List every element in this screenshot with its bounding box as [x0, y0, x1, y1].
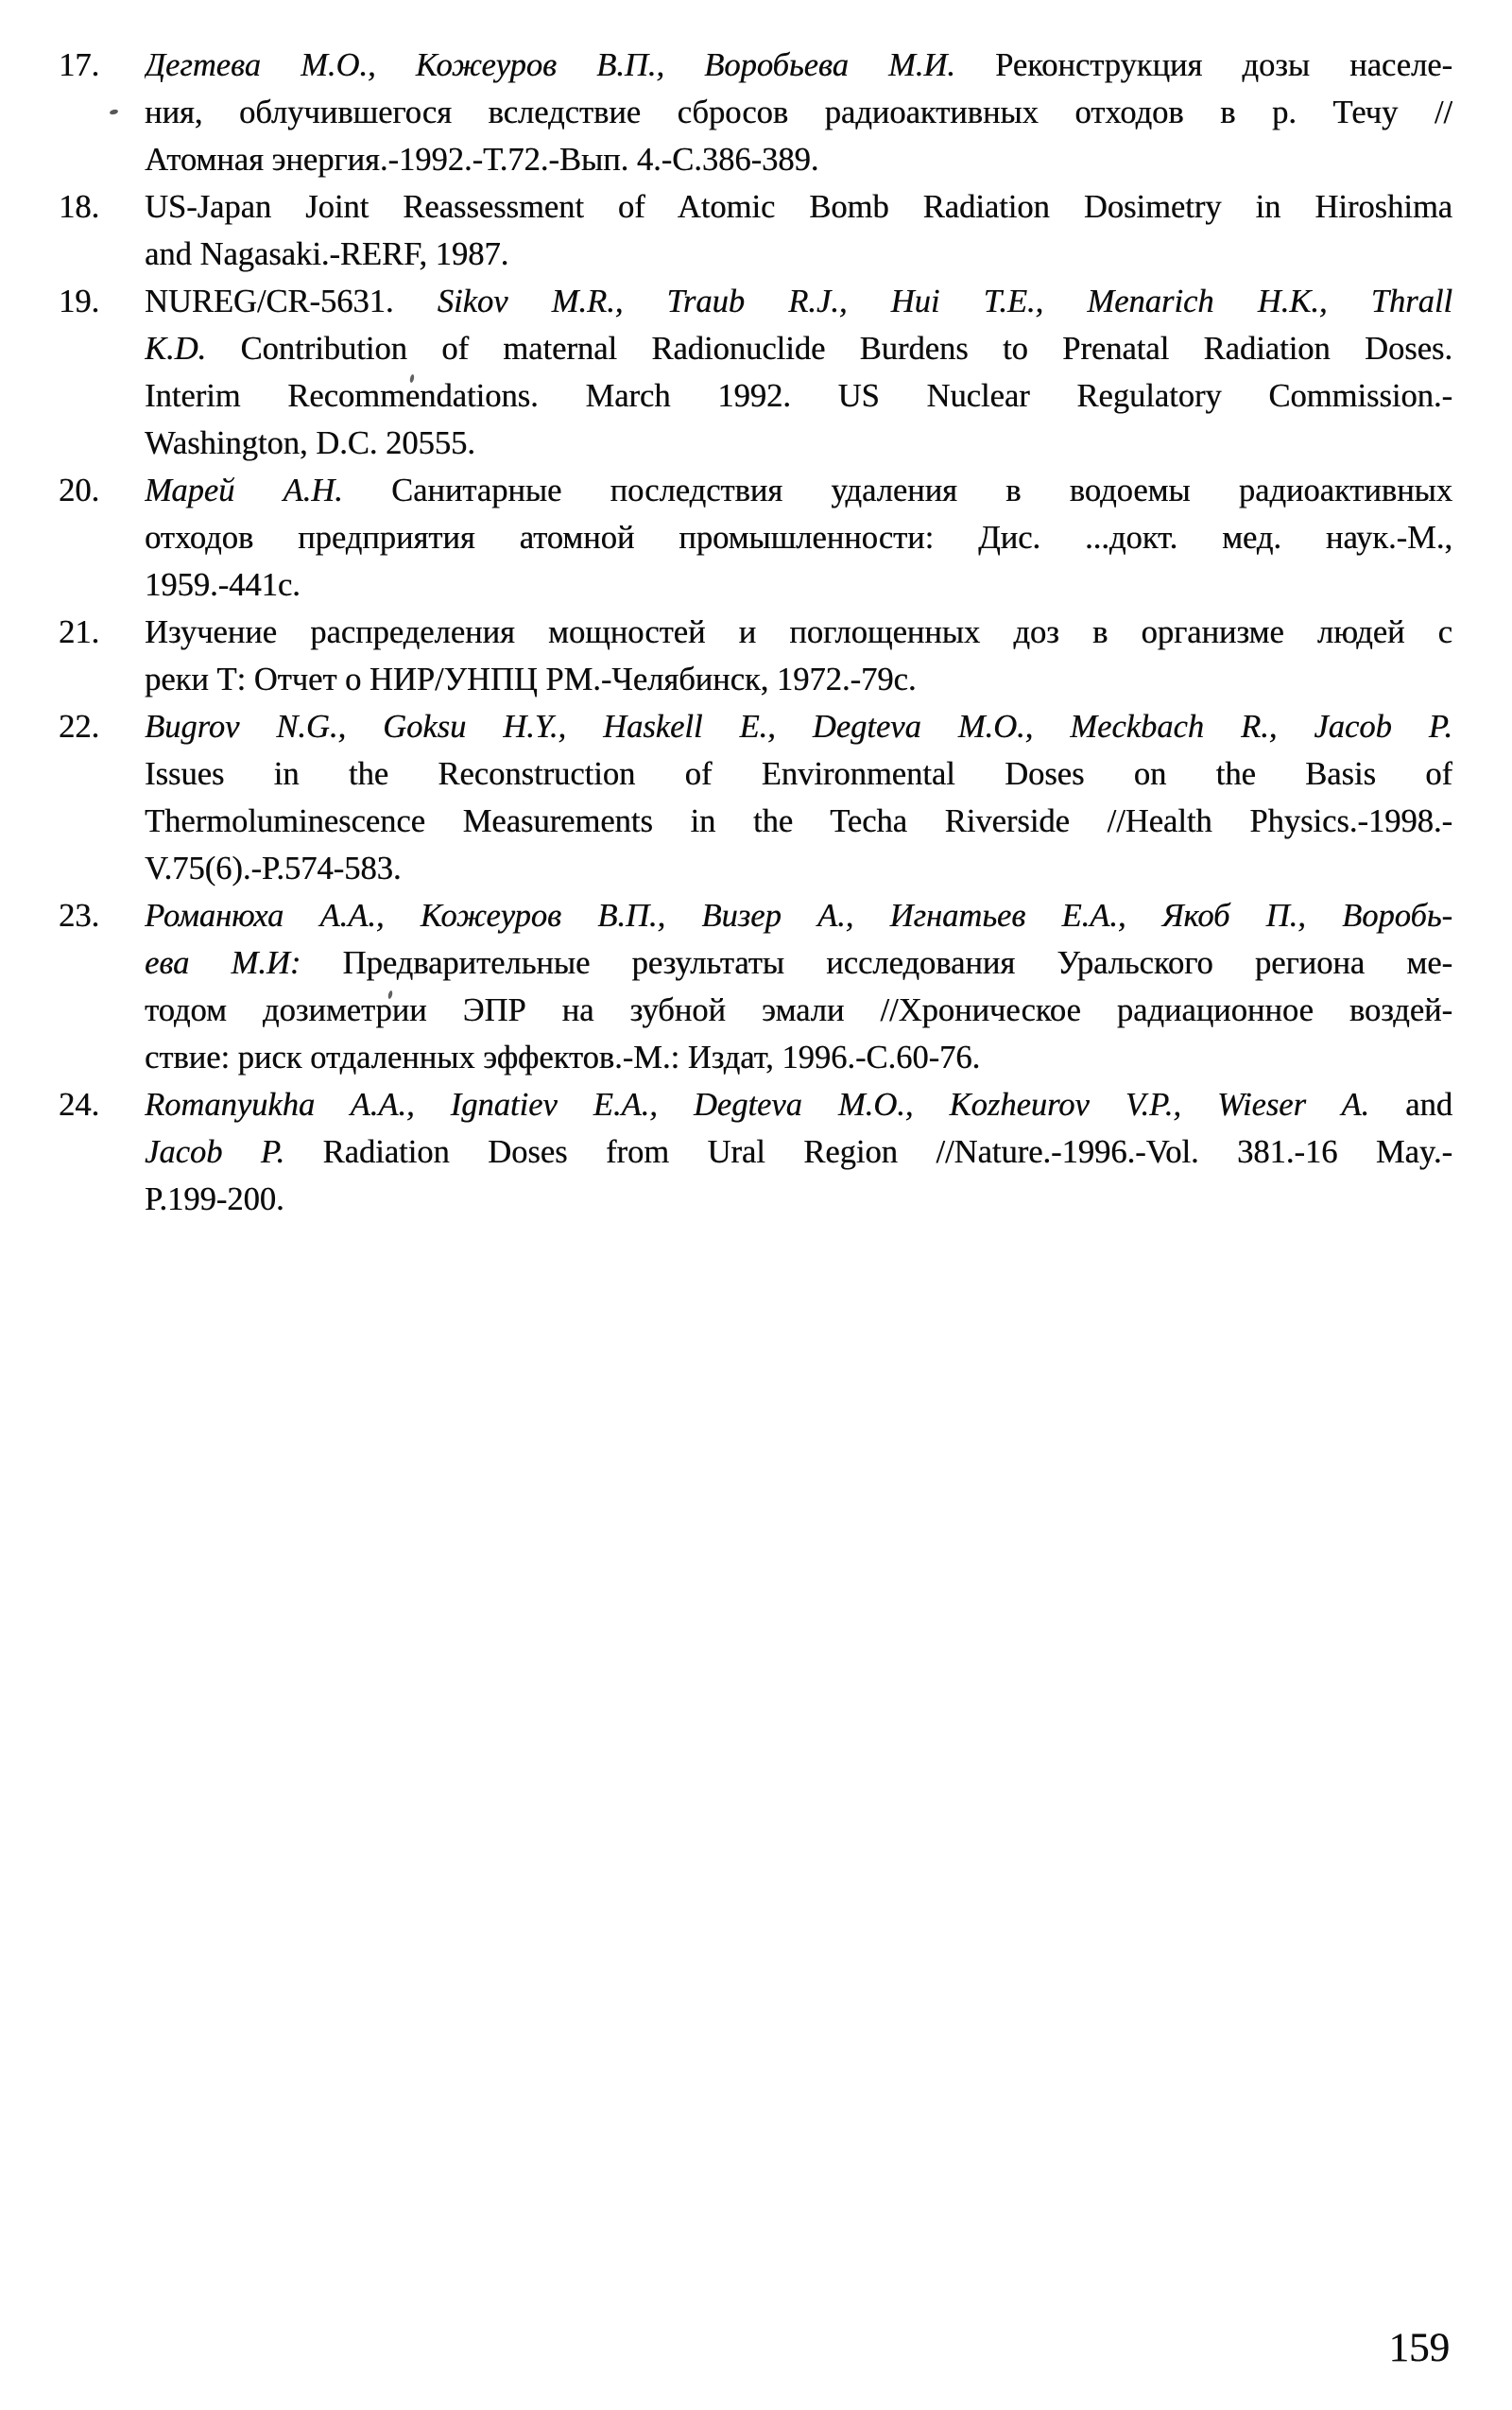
author-names: Sikov M.R., Traub R.J., Hui T.E., Menarich H.K., Thrall: [437, 284, 1452, 319]
item-body: [145, 278, 1452, 467]
reference-text: Санитарные последствия удаления в водоемы радиоактивных: [342, 473, 1452, 508]
author-names: Bugrov N.G., Goksu H.Y., Haskell E., Degteva M.O., Meckbach R., Jacob P.: [145, 709, 1452, 745]
reference-line: [145, 892, 1452, 939]
reference-text: V.75(6).-P.574-583.: [145, 851, 402, 887]
item-number: 21.: [59, 614, 100, 650]
reference-text: Thermoluminescence Measurements in the Techa Riverside //Health Physics.-1998.-: [145, 803, 1452, 839]
reference-line: [145, 278, 1452, 325]
item-number: 22.: [59, 709, 100, 745]
reference-line: [145, 1176, 1452, 1223]
reference-item: [59, 609, 1452, 703]
reference-line: [145, 798, 1452, 845]
item-number: 19.: [59, 284, 100, 319]
reference-text: ния, облучившегося вследствие сбросов радиоактивных отходов в р. Течу //: [145, 95, 1452, 130]
reference-line: [145, 89, 1452, 136]
reference-item: [59, 1081, 1452, 1223]
page-number: 159: [1388, 2326, 1450, 2370]
item-body: [145, 609, 1452, 703]
reference-text: Реконструкция дозы населе-: [954, 47, 1452, 83]
item-number: 18.: [59, 189, 100, 225]
author-names: Jacob P.: [145, 1134, 285, 1170]
reference-text: Radiation Doses from Ural Region //Nature.-1996.-Vol. 381.-16 May.-: [284, 1134, 1452, 1170]
item-body: [145, 467, 1452, 609]
item-body: [145, 42, 1452, 183]
author-names: K.D.: [145, 331, 207, 367]
item-body: [145, 703, 1452, 892]
reference-line: [145, 1081, 1452, 1128]
reference-text: реки Т: Отчет о НИР/УНПЦ РМ.-Челябинск, 1972.-79с.: [145, 662, 917, 697]
reference-line: [145, 136, 1452, 183]
reference-text: P.199-200.: [145, 1181, 284, 1217]
reference-line: [145, 1034, 1452, 1081]
reference-text: Предварительные результаты исследования Уральского региона ме-: [301, 945, 1452, 981]
reference-line: [145, 231, 1452, 278]
item-body: [145, 1081, 1452, 1223]
reference-item: [59, 467, 1452, 609]
reference-line: [145, 845, 1452, 892]
reference-line: [145, 514, 1452, 561]
reference-text: NUREG/CR-5631.: [145, 284, 438, 319]
author-names: Дегтева М.О., Кожеуров В.П., Воробьева М.И.: [145, 47, 955, 83]
reference-item: [59, 42, 1452, 183]
reference-line: [145, 656, 1452, 703]
item-number: 20.: [59, 473, 100, 508]
reference-line: [145, 467, 1452, 514]
author-names: Romanyukha A.A., Ignatiev E.A., Degteva M.O., Kozheurov V.P., Wieser A.: [145, 1087, 1370, 1123]
item-body: [145, 892, 1452, 1081]
item-body: [145, 183, 1452, 278]
item-number: 17.: [59, 47, 100, 83]
author-names: Марей А.Н.: [145, 473, 343, 508]
reference-line: [145, 609, 1452, 656]
author-names: ева М.И:: [145, 945, 301, 981]
reference-text: and: [1369, 1087, 1452, 1123]
reference-line: [145, 561, 1452, 609]
reference-line: [145, 987, 1452, 1034]
item-number: 23.: [59, 898, 100, 934]
reference-text: 1959.-441с.: [145, 567, 301, 603]
reference-line: [145, 420, 1452, 467]
reference-line: [145, 939, 1452, 987]
reference-text: Washington, D.C. 20555.: [145, 425, 475, 461]
reference-text: тодом дозиметрии ЭПР на зубной эмали //Хроническое радиационное воздей-: [145, 992, 1452, 1028]
reference-line: [145, 750, 1452, 798]
reference-line: [145, 325, 1452, 372]
reference-text: Contribution of maternal Radionuclide Burdens to Prenatal Radiation Doses.: [206, 331, 1452, 367]
reference-item: [59, 278, 1452, 467]
reference-text: отходов предприятия атомной промышленности: Дис. ...докт. мед. наук.-М.,: [145, 520, 1452, 556]
reference-line: [145, 372, 1452, 420]
reference-text: Атомная энергия.-1992.-Т.72.-Вып. 4.-С.386-389.: [145, 142, 819, 178]
reference-text: US-Japan Joint Reassessment of Atomic Bomb Radiation Dosimetry in Hiroshima: [145, 189, 1452, 225]
reference-text: Issues in the Reconstruction of Environmental Doses on the Basis of: [145, 756, 1452, 792]
reference-line: [145, 183, 1452, 231]
reference-text: ствие: риск отдаленных эффектов.-М.: Издат, 1996.-С.60-76.: [145, 1040, 981, 1076]
reference-item: [59, 183, 1452, 278]
author-names: Романюха А.А., Кожеуров В.П., Визер А., Игнатьев Е.А., Якоб П., Воробь-: [145, 898, 1452, 934]
item-number: 24.: [59, 1087, 100, 1123]
reference-line: [145, 42, 1452, 89]
reference-item: [59, 892, 1452, 1081]
reference-list: [59, 42, 1452, 1223]
reference-text: Interim Recommendations. March 1992. US Nuclear Regulatory Commission.-: [145, 378, 1452, 414]
reference-text: and Nagasaki.-RERF, 1987.: [145, 236, 509, 272]
reference-text: Изучение распределения мощностей и поглощенных доз в организме людей с: [145, 614, 1452, 650]
reference-item: [59, 703, 1452, 892]
reference-line: [145, 703, 1452, 750]
reference-line: [145, 1128, 1452, 1176]
